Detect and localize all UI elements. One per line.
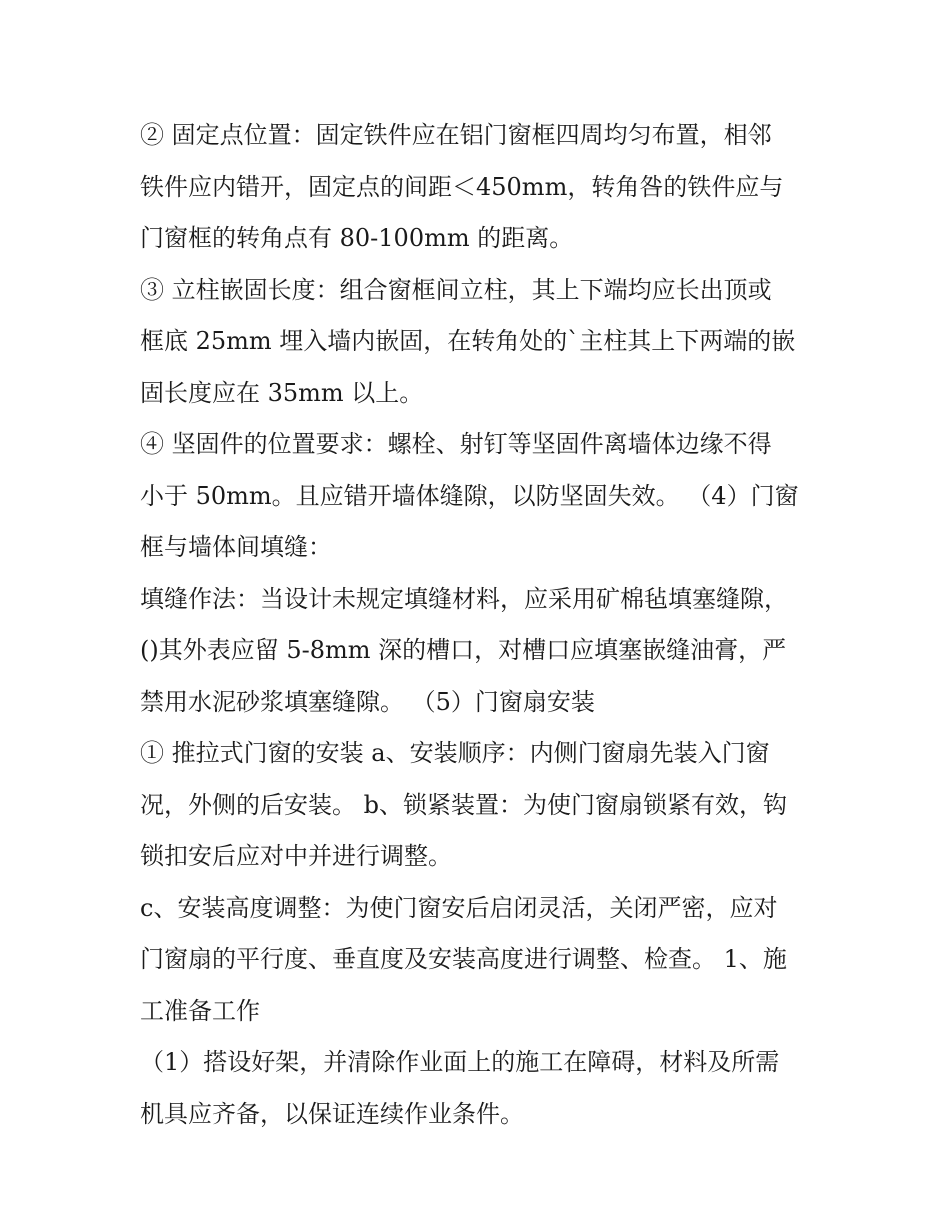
text-line: 小于 50mm。且应错开墙体缝隙，以防坚固失效。 （4）门窗 — [140, 481, 799, 510]
text-line: 框底 25mm 埋入墙内嵌固，在转角处的`主柱其上下两端的嵌 — [140, 327, 796, 355]
text-line: 工准备工作 — [140, 996, 260, 1025]
text-line: 铁件应内错开，固定点的间距＜450mm，转角咎的铁件应与 — [140, 172, 784, 201]
text-line: 框与墙体间填缝： — [140, 533, 332, 561]
document-body — [140, 110, 820, 1140]
text-line: 填缝作法：当设计未规定填缝材料，应采用矿棉毡填塞缝隙， — [140, 584, 788, 613]
text-line: 门窗扇的平行度、垂直度及安装高度进行调整、检查。 1、施 — [140, 945, 787, 973]
text-line: ③ 立柱嵌固长度：组合窗框间立柱，其上下端均应长出顶或 — [140, 275, 772, 304]
text-line: （1）搭设好架，并清除作业面上的施工在障碍，材料及所需 — [140, 1048, 780, 1076]
text-line: 机具应齐备，以保证连续作业条件。 — [140, 1099, 524, 1128]
text-line: c、安装高度调整：为使门窗安后启闭灵活，关闭严密，应对 — [140, 893, 778, 922]
text-line: 禁用水泥砂浆填塞缝隙。 （5）门窗扇安装 — [140, 687, 595, 716]
text-line: ② 固定点位置：固定铁件应在铝门窗框四周均匀布置，相邻 — [140, 121, 772, 149]
text-line: 锁扣安后应对中并进行调整。 — [140, 842, 452, 870]
text-line: ④ 坚固件的位置要求：螺栓、射钉等坚固件离墙体边缘不得 — [140, 430, 772, 458]
text-line: 固长度应在 35mm 以上。 — [140, 378, 424, 407]
text-line: 况，外侧的后安装。 b、锁紧装置：为使门窗扇锁紧有效，钩 — [140, 790, 787, 819]
text-line: ① 推拉式门窗的安装 a、安装顺序：内侧门窗扇先装入门窗 — [140, 739, 770, 767]
text-line: ()其外表应留 5-8mm 深的槽口，对槽口应填塞嵌缝油膏，严 — [140, 636, 787, 664]
text-line: 门窗框的转角点有 80-100mm 的距离。 — [140, 224, 574, 252]
